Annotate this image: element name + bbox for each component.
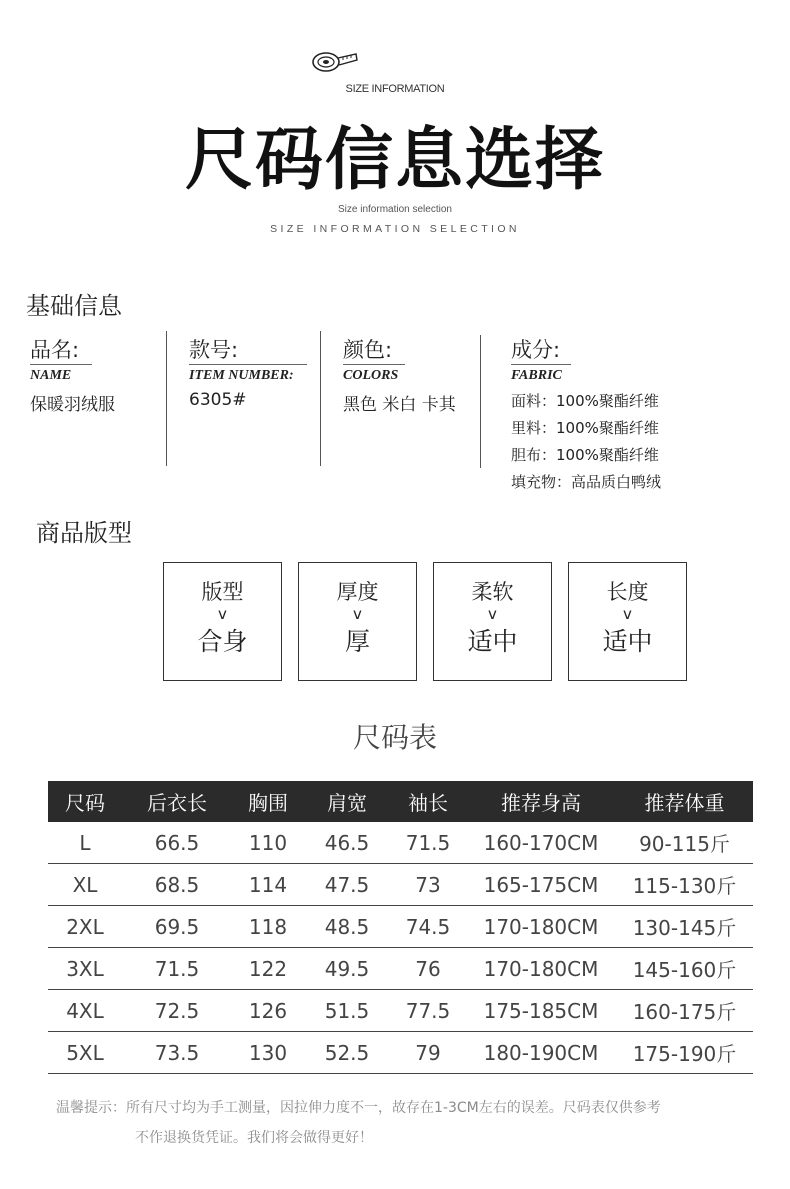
table-cell: 51.5 <box>304 990 390 1032</box>
table-cell: 49.5 <box>304 948 390 990</box>
table-header-cell: 胸围 <box>232 781 304 822</box>
fabric-label: 成分: <box>511 338 561 362</box>
table-cell: 160-170CM <box>466 822 616 864</box>
column-divider <box>480 335 481 468</box>
table-cell: 118 <box>232 906 304 948</box>
size-info-small-label: SIZE INFORMATION <box>345 83 445 95</box>
table-cell: 74.5 <box>390 906 466 948</box>
table-cell: 71.5 <box>122 948 232 990</box>
table-cell: 122 <box>232 948 304 990</box>
table-row <box>48 1032 753 1074</box>
item-number-label-en: ITEM NUMBER: <box>189 364 307 384</box>
fit-box-value: 厚 <box>344 627 370 656</box>
column-divider <box>166 331 167 466</box>
table-cell: L <box>48 822 122 864</box>
name-label-en: NAME <box>30 364 92 384</box>
item-number-value: 6305# <box>189 390 247 410</box>
colors-label: 颜色: <box>343 338 393 362</box>
table-cell: 126 <box>232 990 304 1032</box>
table-cell: 2XL <box>48 906 122 948</box>
tip-note: 温馨提示：所有尺寸均为手工测量，因拉伸力度不一，故存在1-3CM左右的误差。尺码表仅供参考 <box>56 1100 661 1116</box>
fit-box-length <box>568 562 687 681</box>
measuring-tape-icon <box>310 48 360 76</box>
fit-box-thickness <box>298 562 417 681</box>
colors-label-en: COLORS <box>343 364 405 384</box>
table-header-row <box>48 781 753 822</box>
table-cell: 73 <box>390 864 466 906</box>
basic-column-colors <box>343 334 456 415</box>
fit-box-softness <box>433 562 552 681</box>
fit-box-value: 适中 <box>602 627 653 656</box>
table-cell: 175-185CM <box>466 990 616 1032</box>
table-row <box>48 948 753 990</box>
table-cell: 114 <box>232 864 304 906</box>
chevron-down-icon: v <box>623 605 632 623</box>
table-cell: 180-190CM <box>466 1032 616 1074</box>
chevron-down-icon: v <box>218 605 227 623</box>
basic-info-title: 基础信息 <box>26 292 122 320</box>
table-cell: 66.5 <box>122 822 232 864</box>
table-cell: 76 <box>390 948 466 990</box>
size-table <box>48 781 753 1074</box>
fit-box-style <box>163 562 282 681</box>
table-row <box>48 906 753 948</box>
chevron-down-icon: v <box>488 605 497 623</box>
basic-column-fabric <box>511 334 661 496</box>
table-cell: 115-130斤 <box>616 864 753 906</box>
table-header-cell: 尺码 <box>48 781 122 822</box>
fabric-line: 填充物：高品质白鸭绒 <box>511 473 662 491</box>
item-number-label: 款号: <box>189 338 239 362</box>
table-header-cell: 肩宽 <box>304 781 390 822</box>
size-table-title: 尺码表 <box>352 721 437 754</box>
table-cell: 73.5 <box>122 1032 232 1074</box>
table-cell: 5XL <box>48 1032 122 1074</box>
fabric-label-en: FABRIC <box>511 364 571 384</box>
fit-section-title: 商品版型 <box>36 519 132 547</box>
fit-box-label: 柔软 <box>471 580 514 604</box>
table-header-cell: 推荐身高 <box>466 781 616 822</box>
table-cell: 52.5 <box>304 1032 390 1074</box>
table-cell: 4XL <box>48 990 122 1032</box>
table-cell: 90-115斤 <box>616 822 753 864</box>
table-row <box>48 864 753 906</box>
table-cell: 71.5 <box>390 822 466 864</box>
page-title: 尺码信息选择 <box>184 121 605 200</box>
table-cell: 110 <box>232 822 304 864</box>
table-cell: 48.5 <box>304 906 390 948</box>
table-header-cell: 袖长 <box>390 781 466 822</box>
table-header-cell: 后衣长 <box>122 781 232 822</box>
fabric-line: 面料：100%聚酯纤维 <box>511 392 659 410</box>
table-cell: 47.5 <box>304 864 390 906</box>
fit-box-value: 合身 <box>197 627 248 656</box>
table-cell: 165-175CM <box>466 864 616 906</box>
fit-box-value: 适中 <box>467 627 518 656</box>
fit-box-label: 版型 <box>201 580 244 604</box>
basic-column-item-number <box>189 334 307 410</box>
column-divider <box>320 331 321 466</box>
table-cell: 77.5 <box>390 990 466 1032</box>
table-cell: 3XL <box>48 948 122 990</box>
table-row <box>48 822 753 864</box>
table-cell: 170-180CM <box>466 948 616 990</box>
fit-box-label: 长度 <box>606 580 649 604</box>
table-cell: 79 <box>390 1032 466 1074</box>
table-cell: 175-190斤 <box>616 1032 753 1074</box>
chevron-down-icon: v <box>353 605 362 623</box>
table-cell: 46.5 <box>304 822 390 864</box>
table-cell: 145-160斤 <box>616 948 753 990</box>
name-value: 保暖羽绒服 <box>30 395 115 415</box>
tip-note-continued: 不作退换货凭证。我们将会做得更好！ <box>135 1130 373 1146</box>
table-cell: 130-145斤 <box>616 906 753 948</box>
fit-box-label: 厚度 <box>336 580 379 604</box>
table-cell: 68.5 <box>122 864 232 906</box>
table-header-cell: 推荐体重 <box>616 781 753 822</box>
colors-value: 黑色 米白 卡其 <box>343 395 456 415</box>
table-row <box>48 990 753 1032</box>
fabric-line: 里料：100%聚酯纤维 <box>511 419 659 437</box>
table-cell: 160-175斤 <box>616 990 753 1032</box>
page-subtitle: Size information selection <box>338 204 452 215</box>
basic-column-name <box>30 334 115 415</box>
table-cell: XL <box>48 864 122 906</box>
fabric-line: 胆布：100%聚酯纤维 <box>511 446 659 464</box>
table-cell: 170-180CM <box>466 906 616 948</box>
table-cell: 72.5 <box>122 990 232 1032</box>
table-cell: 130 <box>232 1032 304 1074</box>
name-label: 品名: <box>30 338 80 362</box>
page-subtitle-caps: SIZE INFORMATION SELECTION <box>270 223 520 235</box>
table-cell: 69.5 <box>122 906 232 948</box>
